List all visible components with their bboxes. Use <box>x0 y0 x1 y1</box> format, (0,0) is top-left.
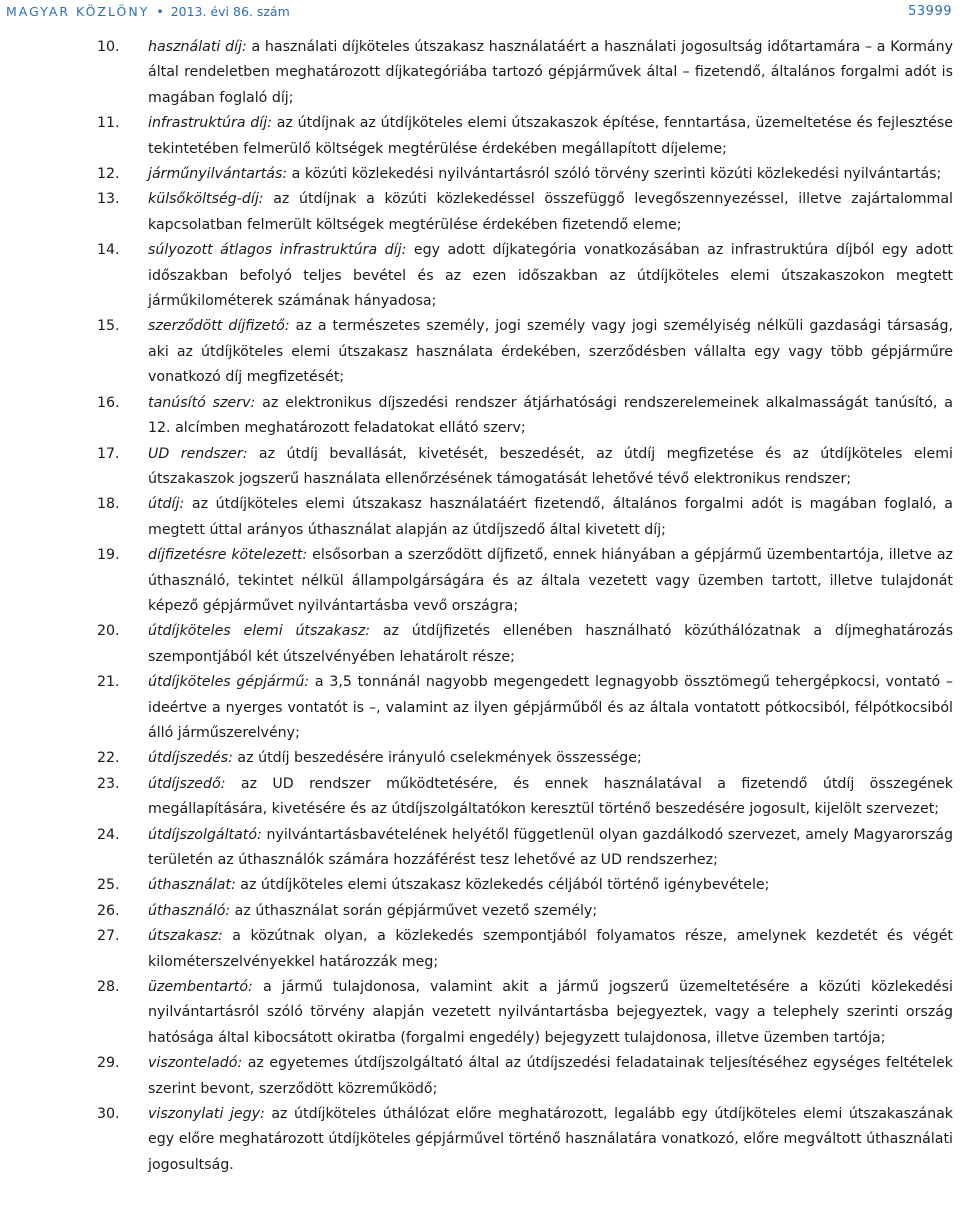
definition-text: az útdíjköteles úthálózat előre meghatározott, legalább egy útdíjköteles elemi útszakaszának egy előre meghatározott útdíjköteles gépjárművel történő használatára vonatkozó, előre megváltott úthasználati jogosultság. <box>148 1106 953 1173</box>
definition-number: 17. <box>97 445 120 462</box>
definition-item <box>0 975 960 1051</box>
definition-text: nyilvántartásbavételének helyétől függetlenül olyan gazdálkodó szervezet, amely Magyarország területén az úthasználók számára hozzáférést tesz lehetővé az UD rendszerhez; <box>148 826 953 868</box>
definition-text: az útdíjköteles elemi útszakasz használatáért fizetendő, általános forgalmi adót is magában foglaló, a megtett úttal arányos úthasználat alapján az útdíjszedő által kivetett díj; <box>148 496 953 538</box>
definition-number: 23. <box>97 775 120 792</box>
definition-item <box>0 1051 960 1102</box>
definition-item <box>0 314 960 390</box>
definition-term: külsőköltség-díj: <box>148 191 264 208</box>
definition-number: 24. <box>97 826 120 843</box>
definition-text: az úthasználat során gépjárművet vezető személy; <box>230 902 598 919</box>
definition-number: 19. <box>97 547 120 564</box>
definition-term: üzembentartó: <box>148 979 253 996</box>
definition-term: útdíjköteles gépjármű: <box>148 674 310 691</box>
issue-label: 2013. évi 86. szám <box>170 3 290 19</box>
definition-text: az a természetes személy, jogi személy vagy jogi személyiség nélküli gazdasági társaság, aki az útdíjköteles elemi útszakasz használata érdekében, szerződésben vállalta egy vagy több gépjárműre vonatkozó díj megfizetését; <box>148 318 953 386</box>
definition-text: az útdíjfizetés ellenében használható közúthálózatnak a díjmeghatározás szempontjából két útszelvényében lehatárolt része; <box>148 623 953 665</box>
definition-term: súlyozott átlagos infrastruktúra díj: <box>148 242 407 259</box>
definition-number: 11. <box>97 115 120 132</box>
definition-term: útdíjszedő: <box>148 775 226 792</box>
definition-item <box>0 391 960 442</box>
definition-item <box>0 1102 960 1178</box>
definition-term: útszakasz: <box>148 928 223 945</box>
definition-number: 26. <box>97 902 120 919</box>
definition-text: az útdíjnak az útdíjköteles elemi útszakaszok építése, fenntartása, üzemeltetése és fejlesztése tekintetében felmerülő költségek megtérülése érdekében megállapított díjeleme; <box>148 115 953 157</box>
definition-number: 22. <box>97 750 120 767</box>
definition-number: 12. <box>97 166 120 183</box>
definition-text: a közútnak olyan, a közlekedés szempontjából folyamatos része, amelynek kezdetét és végét kilométerszelvényekkel határozzák meg; <box>148 928 953 970</box>
definition-item <box>0 670 960 746</box>
definition-text: az egyetemes útdíjszolgáltató által az útdíjszedési feladatainak teljesítéséhez egységes feltételek szerint bevont, szerződött közreműködő; <box>148 1055 953 1097</box>
definition-number: 14. <box>97 242 120 259</box>
definition-term: járműnyilvántartás: <box>148 166 288 183</box>
header-journal-info <box>6 4 290 19</box>
definition-text: az UD rendszer működtetésére, és ennek használatával a fizetendő útdíj összegének megállapítására, kivetésére és az útdíjszolgáltatókon keresztül történő beszedésére jogosult, kijelölt szervezet; <box>148 775 953 818</box>
definition-number: 30. <box>97 1106 120 1123</box>
definition-text: elsősorban a szerződött díjfizető, ennek hiányában a gépjármű üzembentartója, illetve az úthasználó, tekintet nélkül állampolgárságára és az általa vezetett vagy üzemben tartott, illetve tulajdonát képező gépjárművet nyilvántartásba vevő országra; <box>148 547 953 614</box>
definition-number: 18. <box>97 496 120 513</box>
definition-text: a jármű tulajdonosa, valamint akit a jármű jogszerű üzemeltetésére a közúti közlekedési nyilvántartásról szóló törvény alapján vezetett nyilvántartásba bejegyeztek, vagy a telephely szerinti ország hatósága által kibocsátott okiratba (forgalmi engedély) bejegyzett tulajdonosa, illetve üzemben tartója; <box>148 979 953 1046</box>
definition-term: úthasználó: <box>148 902 231 919</box>
definition-text: a használati díjköteles útszakasz használatáért a használati jogosultság időtartamára – a Kormány által rendeletben meghatározott díjkategóriába tartozó gépjárművek által – fizetendő, általános forgalmi adót is magában foglaló díj; <box>148 39 953 106</box>
definition-term: útdíjköteles elemi útszakasz: <box>148 623 371 640</box>
page-header <box>6 0 952 22</box>
definition-item <box>0 162 960 187</box>
definition-number: 16. <box>97 394 120 411</box>
definition-term: viszonylati jegy: <box>148 1106 265 1123</box>
definition-text: egy adott díjkategória vonatkozásában az infrastruktúra díjból egy adott időszakban befolyó teljes bevétel és az ezen időszakban az útdíjköteles elemi útszakaszokon megtett járműkilométerek számának hányadosa; <box>148 242 953 310</box>
definition-term: díjfizetésre kötelezett: <box>148 547 308 564</box>
definition-number: 25. <box>97 877 120 894</box>
definition-term: úthasználat: <box>148 877 236 894</box>
definition-number: 10. <box>97 39 120 55</box>
definition-text: az útdíj bevallását, kivetését, beszedését, az útdíj megfizetése és az útdíjköteles elemi útszakaszok jogszerű használata ellenőrzésének támogatását lehetővé tévő elektronikus rendszer; <box>148 445 953 487</box>
definition-number: 13. <box>97 191 120 208</box>
definition-item <box>0 187 960 238</box>
definition-text: az útdíjköteles elemi útszakasz közlekedés céljából történő igénybevétele; <box>235 877 770 894</box>
journal-title: MAGYAR KÖZLÖNY <box>6 3 150 19</box>
definition-item <box>0 619 960 670</box>
definition-term: szerződött díjfizető: <box>148 318 290 335</box>
definition-item <box>0 924 960 975</box>
definition-term: viszonteladó: <box>148 1055 243 1072</box>
definition-item <box>0 899 960 924</box>
header-separator: • <box>156 3 164 19</box>
definition-term: útdíj: <box>148 496 185 513</box>
definition-item <box>0 35 960 111</box>
definition-item <box>0 873 960 898</box>
definitions-list <box>0 35 960 1178</box>
definition-term: UD rendszer: <box>148 445 248 462</box>
definition-item <box>0 442 960 493</box>
definition-number: 27. <box>97 928 120 945</box>
definition-number: 21. <box>97 674 120 691</box>
definition-term: útdíjszolgáltató: <box>148 826 262 843</box>
definition-term: tanúsító szerv: <box>148 394 256 411</box>
definition-term: útdíjszedés: <box>148 750 233 767</box>
definition-number: 15. <box>97 318 120 335</box>
definition-number: 28. <box>97 979 120 996</box>
definition-item <box>0 746 960 771</box>
definition-number: 29. <box>97 1055 120 1072</box>
definition-item <box>0 823 960 874</box>
definition-item <box>0 238 960 314</box>
definition-text: az útdíj beszedésére irányuló cselekmények összessége; <box>232 750 642 767</box>
definition-text: az elektronikus díjszedési rendszer átjárhatósági rendszerelemeinek alkalmasságát tanúsító, a 12. alcímben meghatározott feladatokat ellátó szerv; <box>148 394 953 437</box>
definition-text: a 3,5 tonnánál nagyobb megengedett legnagyobb össztömegű tehergépkocsi, vontató – ideértve a nyerges vontatót is –, valamint az ilyen gépjárműből és az általa vontatott pótkocsiból, félpótkocsiból álló járműszerelvény; <box>148 674 953 741</box>
definition-item <box>0 772 960 823</box>
definition-item <box>0 111 960 162</box>
definition-number: 20. <box>97 623 120 640</box>
definition-term: használati díj: <box>148 39 247 55</box>
page-number: 53999 <box>908 3 952 19</box>
definition-term: infrastruktúra díj: <box>148 115 272 132</box>
definition-text: a közúti közlekedési nyilvántartásról szóló törvény szerinti közúti közlekedési nyilvántartás; <box>287 166 942 183</box>
definition-text: az útdíjnak a közúti közlekedéssel összefüggő levegőszennyezéssel, illetve zajártalommal kapcsolatban felmerült költségek megtérülése érdekében fizetendő eleme; <box>148 191 953 233</box>
definition-item <box>0 492 960 543</box>
definition-item <box>0 543 960 619</box>
